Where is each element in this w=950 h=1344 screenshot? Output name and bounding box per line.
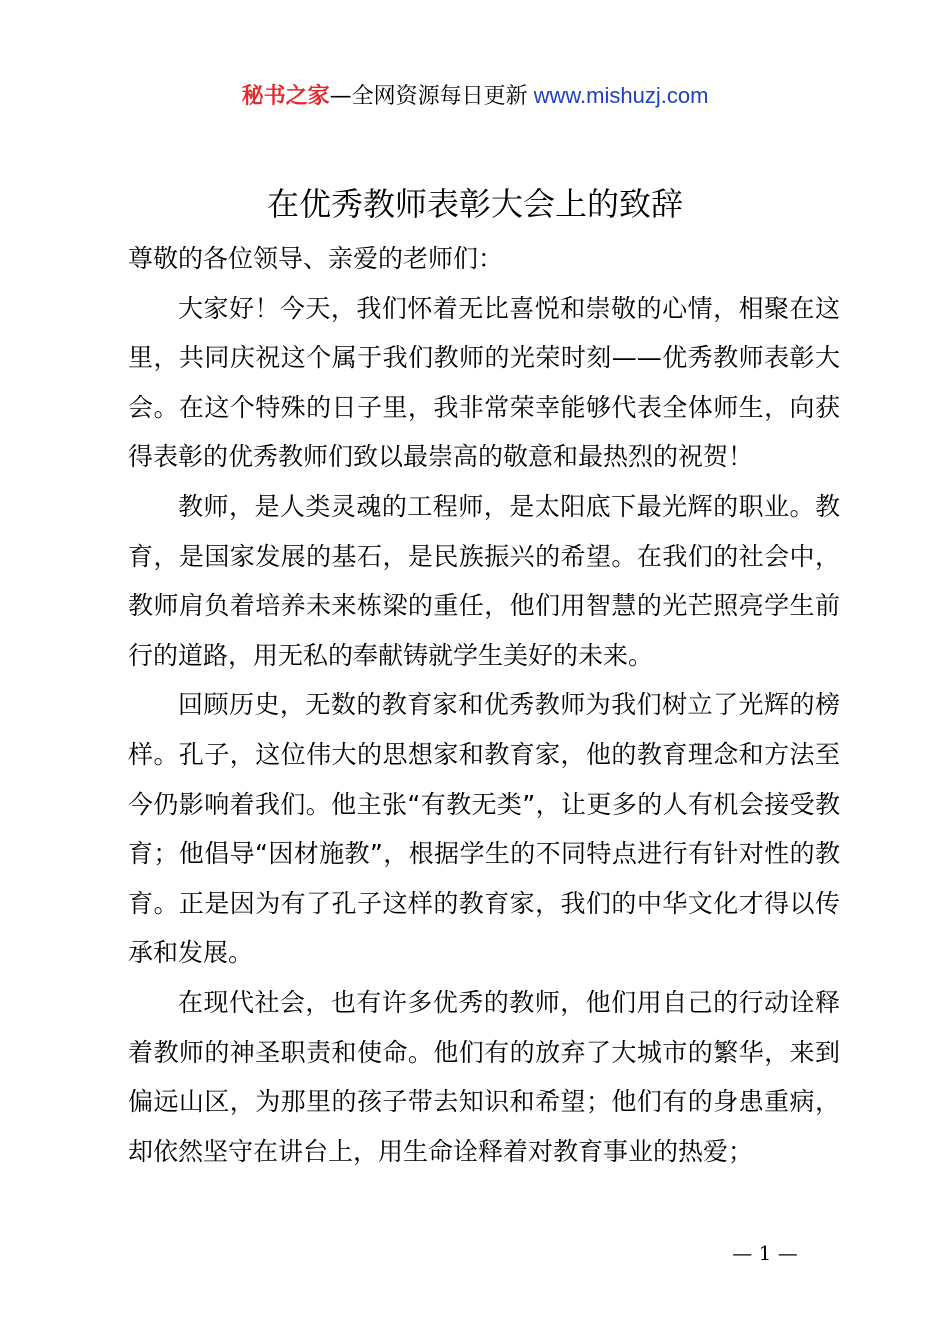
site-url-link[interactable]: www.mishuzj.com <box>533 83 709 108</box>
page-number: — 1 — <box>732 1241 798 1265</box>
site-header <box>0 80 950 113</box>
paragraph: 教师，是人类灵魂的工程师，是太阳底下最光辉的职业。教育，是国家发展的基石，是民族振兴的希望。在我们的社会中，教师肩负着培养未来栋梁的重任，他们用智慧的光芒照亮学生前行的道路，用无私的奉献铸就学生美好的未来。 <box>128 491 840 670</box>
paragraph: 回顾历史，无数的教育家和优秀教师为我们树立了光辉的榜样。孔子，这位伟大的思想家和教育家，他的教育理念和方法至今仍影响着我们。他主张“有教无类”，让更多的人有机会接受教育；他倡导“因材施教”，根据学生的不同特点进行有针对性的教育。正是因为有了孔子这样的教育家，我们的中华文化才得以传承和发展。 <box>128 690 840 968</box>
paragraph: 在现代社会，也有许多优秀的教师，他们用自己的行动诠释着教师的神圣职责和使命。他们有的放弃了大城市的繁华，来到偏远山区，为那里的孩子带去知识和希望；他们有的身患重病，却依然坚守在讲台上，用生命诠释着对教育事业的热爱； <box>128 987 840 1166</box>
salutation: 尊敬的各位领导、亲爱的老师们： <box>128 244 504 273</box>
document-title: 在优秀教师表彰大会上的致辞 <box>266 185 683 223</box>
document-body <box>128 234 840 1176</box>
paragraph: 大家好！今天，我们怀着无比喜悦和崇敬的心情，相聚在这里，共同庆祝这个属于我们教师的光荣时刻——优秀教师表彰大会。在这个特殊的日子里，我非常荣幸能够代表全体师生，向获得表彰的优秀教师们致以最崇高的敬意和最热烈的祝贺！ <box>128 293 840 472</box>
brand-name: 秘书之家 <box>241 84 330 109</box>
header-tagline: —全网资源每日更新 <box>329 84 528 109</box>
